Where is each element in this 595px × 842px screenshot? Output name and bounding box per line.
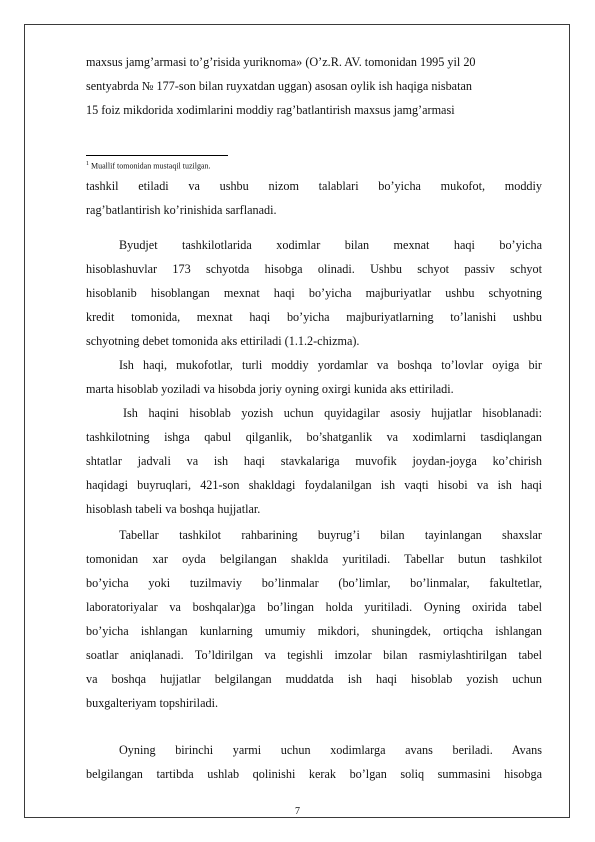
text-line: hisoblanib hisoblangan mexnat haqi bo’yicha majburiyatlar ushbu schyotning <box>86 286 542 300</box>
paragraph-1 <box>86 174 542 222</box>
text-line: buxgalteriyam topshiriladi. <box>86 696 219 710</box>
text-line: va boshqa hujjatlar belgilangan muddatda ish haqi hisoblab yozish uchun <box>86 672 542 686</box>
text-line: bo’yicha ishlangan kunlarning umumiy mikdori, shuningdek, ortiqcha ishlangan <box>86 624 542 638</box>
page-number: 7 <box>295 806 300 817</box>
text-line: tashkil etiladi va ushbu nizom talablari bo’yicha mukofot, moddiy <box>86 179 542 193</box>
paragraph-5 <box>86 523 542 715</box>
paragraph-6 <box>86 738 542 786</box>
text-line: soatlar aniqlanadi. To’ldirilgan va tegishli imzolar bilan rasmiylashtirilgan tabel <box>86 648 542 662</box>
text-line: bo’yicha yoki tuzilmaviy bo’linmalar (bo’limlar, bo’linmalar, fakultetlar, <box>86 576 542 590</box>
text-line: rag’batlantirish ko’rinishida sarflanadi. <box>86 203 277 217</box>
text-line: tashkilotning ishga qabul qilganlik, bo’shatganlik va xodimlarni tasdiqlangan <box>86 430 542 444</box>
text-line: marta hisoblab yoziladi va hisobda joriy oyning oxirgi kunida aks ettiriladi. <box>86 382 454 396</box>
text-line: haqidagi buyruqlari, 421-son shakldagi foydalanilgan ish vaqti hisobi va ish haqi <box>86 478 542 492</box>
footnote-rule <box>86 155 228 156</box>
text-line: maxsus jamg’armasi to’g’risida yuriknoma» (O’z.R. AV. tomonidan 1995 yil 20 <box>86 55 476 69</box>
text-line: Tabellar tashkilot rahbarining buyrug’i bilan tayinlangan shaxslar <box>119 528 542 542</box>
text-line: Ish haqini hisoblab yozish uchun quyidagilar asosiy hujjatlar hisoblanadi: <box>123 406 542 420</box>
footnote-text: Muallif tomonidan mustaqil tuzilgan. <box>91 161 211 171</box>
footnote-mark: 1 <box>86 161 89 167</box>
text-line: hisoblash tabeli va boshqa hujjatlar. <box>86 502 261 516</box>
text-line: schyotning debet tomonida aks ettiriladi (1.1.2-chizma). <box>86 334 360 348</box>
text-line: shtatlar jadvali va ish haqi stavkalariga muvofik joydan-joyga ko’chirish <box>86 454 542 468</box>
text-line: 15 foiz mikdorida xodimlarini moddiy rag’batlantirish maxsus jamg’armasi <box>86 103 455 117</box>
footnote <box>86 161 211 171</box>
text-line: belgilangan tartibda ushlab qolinishi kerak bo’lgan soliq summasini hisobga <box>86 767 542 781</box>
paragraph-4 <box>86 401 542 521</box>
text-line: hisoblashuvlar 173 schyotda hisobga olinadi. Ushbu schyot passiv schyot <box>86 262 542 276</box>
paragraph-3 <box>86 353 542 401</box>
top-paragraph <box>86 50 542 122</box>
text-line: kredit tomonida, mexnat haqi bo’yicha majburiyatlarning to’lanishi ushbu <box>86 310 542 324</box>
text-line: laboratoriyalar va boshqalar)ga bo’lingan holda yuritiladi. Oyning oxirida tabel <box>86 600 542 614</box>
text-line: Byudjet tashkilotlarida xodimlar bilan mexnat haqi bo’yicha <box>119 238 542 252</box>
text-line: sentyabrda № 177-son bilan ruyxatdan uggan) asosan oylik ish haqiga nisbatan <box>86 79 472 93</box>
paragraph-2 <box>86 233 542 353</box>
text-line: tomonidan xar oyda belgilangan shaklda yuritiladi. Tabellar butun tashkilot <box>86 552 542 566</box>
text-line: Oyning birinchi yarmi uchun xodimlarga avans beriladi. Avans <box>119 743 542 757</box>
text-line: Ish haqi, mukofotlar, turli moddiy yordamlar va boshqa to’lovlar oyiga bir <box>119 358 542 372</box>
